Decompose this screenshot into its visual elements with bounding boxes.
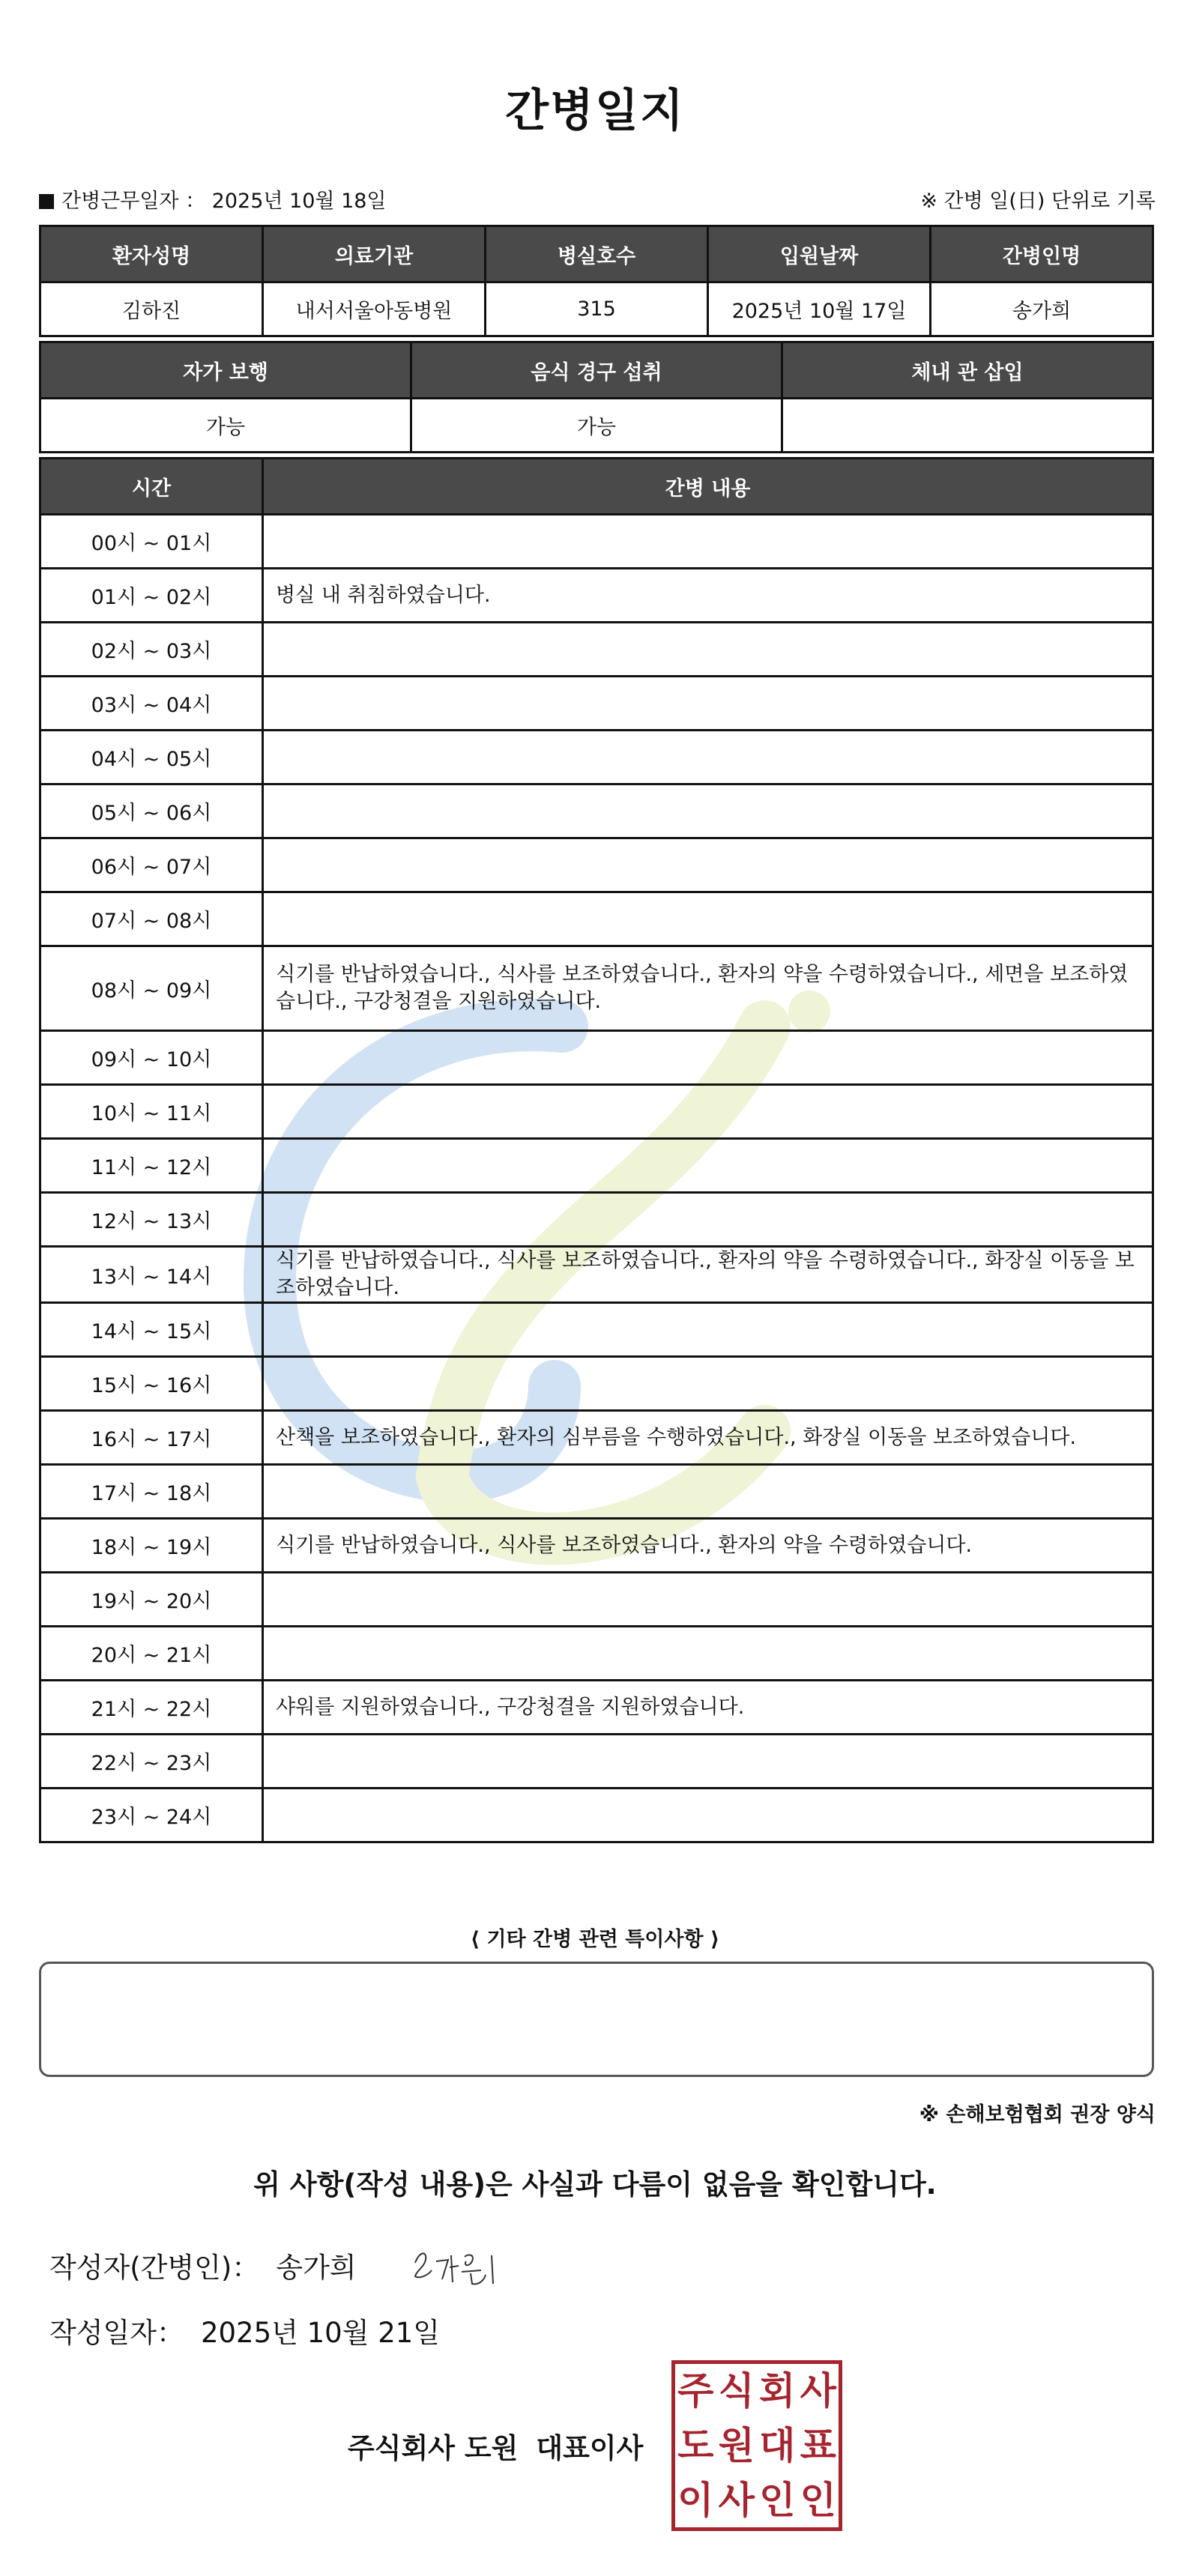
log-content-cell	[263, 1735, 1153, 1789]
special-notes-box	[39, 1962, 1154, 2077]
log-row	[40, 1357, 1153, 1411]
company-line	[348, 2425, 643, 2466]
log-content-cell	[263, 1627, 1153, 1681]
log-time-cell: 00시 ~ 01시	[40, 515, 263, 569]
patient-info-table	[39, 225, 1154, 337]
log-content-cell	[263, 838, 1153, 892]
log-row	[40, 1735, 1153, 1789]
document-title: 간병일지	[505, 85, 685, 137]
log-content-cell	[263, 515, 1153, 569]
work-date-value: 2025년 10월 18일	[211, 190, 387, 213]
log-row	[40, 1465, 1153, 1519]
log-content-cell	[263, 677, 1153, 731]
header-room: 병실호수	[486, 226, 708, 282]
log-content-cell: 샤워를 지원하였습니다., 구강청결을 지원하였습니다.	[263, 1681, 1153, 1735]
writer-label: 작성자(간병인)：	[49, 2252, 260, 2284]
log-time-cell: 20시 ~ 21시	[40, 1627, 263, 1681]
log-time-cell: 08시 ~ 09시	[40, 946, 263, 1031]
log-time-cell: 09시 ~ 10시	[40, 1031, 263, 1085]
work-date-line	[39, 184, 387, 214]
handwritten-signature	[409, 2240, 507, 2293]
log-time-cell: 19시 ~ 20시	[40, 1573, 263, 1627]
log-row	[40, 677, 1153, 731]
log-time-cell: 04시 ~ 05시	[40, 731, 263, 784]
log-header-row	[40, 459, 1153, 515]
log-row	[40, 1519, 1153, 1573]
header-self-walking: 자가 보행	[40, 342, 411, 399]
log-row	[40, 1573, 1153, 1627]
square-bullet-icon	[39, 194, 54, 209]
unit-note: ※ 간병 일(日) 단위로 기록	[920, 190, 1156, 213]
ability-value-row	[40, 399, 1153, 453]
value-patient-name: 김하진	[40, 282, 263, 336]
log-time-cell: 21시 ~ 22시	[40, 1681, 263, 1735]
log-time-cell: 10시 ~ 11시	[40, 1085, 263, 1139]
log-content-cell	[263, 1031, 1153, 1085]
log-row	[40, 838, 1153, 892]
log-content-cell: 식기를 반납하였습니다., 식사를 보조하였습니다., 환자의 약을 수령하였습니다., 세면을 보조하였습니다., 구강청결을 지원하였습니다.	[263, 946, 1153, 1031]
log-row	[40, 1139, 1153, 1193]
value-caregiver-name: 송가희	[931, 282, 1153, 336]
header-time: 시간	[40, 459, 263, 515]
log-row	[40, 515, 1153, 569]
value-oral-intake: 가능	[411, 399, 782, 453]
log-row	[40, 1247, 1153, 1303]
log-time-cell: 16시 ~ 17시	[40, 1411, 263, 1465]
log-row	[40, 1031, 1153, 1085]
log-row	[40, 1789, 1153, 1842]
log-content-cell: 식기를 반납하였습니다., 식사를 보조하였습니다., 환자의 약을 수령하였습니다.	[263, 1519, 1153, 1573]
value-hospital: 내서서울아동병원	[263, 282, 486, 336]
log-row	[40, 731, 1153, 784]
log-content-cell	[263, 1573, 1153, 1627]
log-time-cell: 13시 ~ 14시	[40, 1247, 263, 1303]
log-row	[40, 784, 1153, 838]
log-time-cell: 05시 ~ 06시	[40, 784, 263, 838]
writer-name: 송가희	[276, 2252, 357, 2284]
recommend-note: ※ 손해보험협회 권장 양식	[919, 2103, 1156, 2126]
log-row	[40, 1303, 1153, 1357]
header-patient-name: 환자성명	[40, 226, 263, 282]
log-content-cell	[263, 623, 1153, 677]
log-time-cell: 06시 ~ 07시	[40, 838, 263, 892]
company-name: 주식회사 도원	[348, 2432, 519, 2464]
log-content-cell	[263, 1465, 1153, 1519]
log-row	[40, 1085, 1153, 1139]
log-content-cell	[263, 1085, 1153, 1139]
value-room: 315	[486, 282, 708, 336]
log-time-cell: 03시 ~ 04시	[40, 677, 263, 731]
log-time-cell: 23시 ~ 24시	[40, 1789, 263, 1842]
log-content-cell	[263, 1303, 1153, 1357]
log-row	[40, 569, 1153, 623]
log-content-cell: 산책을 보조하였습니다., 환자의 심부름을 수행하였습니다., 화장실 이동을 보조하였습니다.	[263, 1411, 1153, 1465]
log-body	[40, 515, 1153, 1842]
log-content-cell	[263, 1139, 1153, 1193]
written-date-line	[49, 2310, 440, 2350]
log-content-cell: 식기를 반납하였습니다., 식사를 보조하였습니다., 환자의 약을 수령하였습니다., 화장실 이동을 보조하였습니다.	[263, 1247, 1153, 1303]
log-row	[40, 1681, 1153, 1735]
log-time-cell: 12시 ~ 13시	[40, 1193, 263, 1247]
log-row	[40, 1411, 1153, 1465]
log-content-cell: 병실 내 취침하였습니다.	[263, 569, 1153, 623]
header-hospital: 의료기관	[263, 226, 486, 282]
log-content-cell	[263, 1789, 1153, 1842]
log-time-cell: 07시 ~ 08시	[40, 892, 263, 946]
log-time-cell: 11시 ~ 12시	[40, 1139, 263, 1193]
value-self-walking: 가능	[40, 399, 411, 453]
log-time-cell: 02시 ~ 03시	[40, 623, 263, 677]
header-tube-insertion: 체내 관 삽입	[782, 342, 1153, 399]
log-content-cell	[263, 731, 1153, 784]
patient-ability-table	[39, 341, 1154, 453]
writer-line	[49, 2245, 357, 2285]
log-content-cell	[263, 784, 1153, 838]
log-row	[40, 623, 1153, 677]
company-role: 대표이사	[536, 2432, 644, 2464]
log-row	[40, 1627, 1153, 1681]
log-row	[40, 892, 1153, 946]
patient-info-header-row	[40, 226, 1153, 282]
log-time-cell: 01시 ~ 02시	[40, 569, 263, 623]
log-content-cell	[263, 892, 1153, 946]
written-date-value: 2025년 10월 21일	[200, 2317, 441, 2349]
patient-info-value-row	[40, 282, 1153, 336]
ability-header-row	[40, 342, 1153, 399]
company-seal-stamp: 주 식 회 사 도 원 대 표 이 사 인 인	[671, 2360, 842, 2531]
hourly-log-table	[39, 457, 1154, 1843]
log-row	[40, 1193, 1153, 1247]
header-caregiver-name: 간병인명	[931, 226, 1153, 282]
header-oral-intake: 음식 경구 섭취	[411, 342, 782, 399]
work-date-label: 간병근무일자 ：	[61, 190, 206, 213]
confirmation-statement: 위 사항(작성 내용)은 사실과 다름이 없음을 확인합니다.	[253, 2168, 937, 2201]
log-row	[40, 946, 1153, 1031]
value-tube-insertion	[782, 399, 1153, 453]
log-time-cell: 18시 ~ 19시	[40, 1519, 263, 1573]
written-date-label: 작성일자：	[49, 2317, 184, 2349]
special-notes-title: ⟨ 기타 간병 관련 특이사항 ⟩	[470, 1928, 720, 1951]
log-content-cell	[263, 1357, 1153, 1411]
log-time-cell: 22시 ~ 23시	[40, 1735, 263, 1789]
log-time-cell: 17시 ~ 18시	[40, 1465, 263, 1519]
value-admission-date: 2025년 10월 17일	[708, 282, 931, 336]
header-care-content: 간병 내용	[263, 459, 1153, 515]
log-time-cell: 15시 ~ 16시	[40, 1357, 263, 1411]
log-content-cell	[263, 1193, 1153, 1247]
header-admission-date: 입원날짜	[708, 226, 931, 282]
log-time-cell: 14시 ~ 15시	[40, 1303, 263, 1357]
